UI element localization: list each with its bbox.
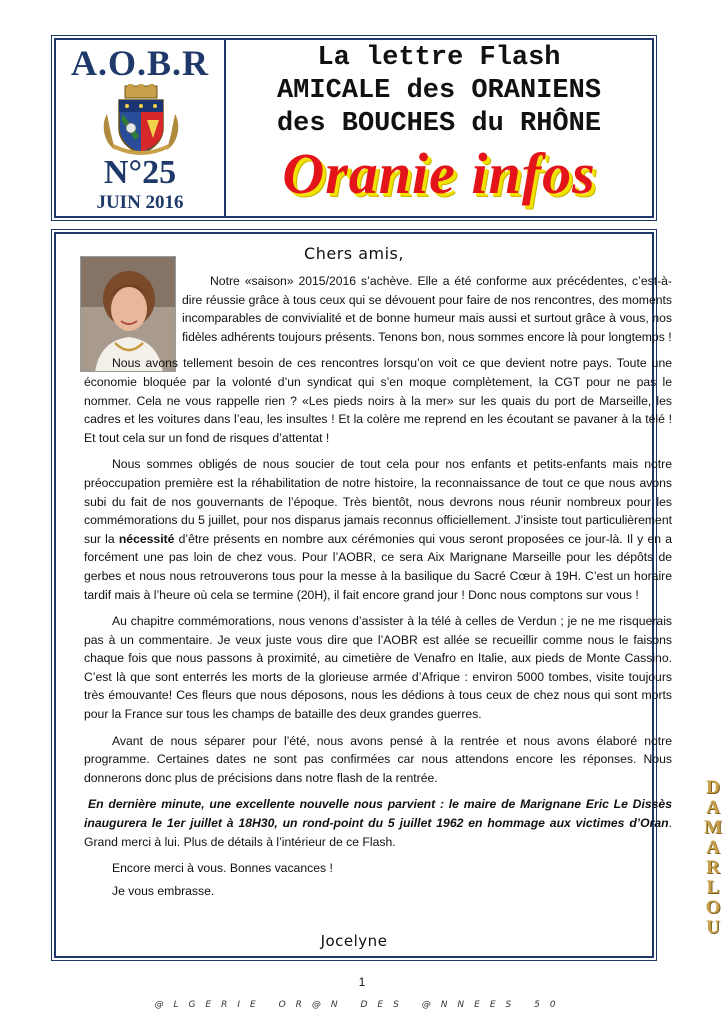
masthead-title-line-1: La lettre Flash <box>317 43 561 73</box>
letter-body <box>84 272 672 908</box>
emphasis-text: nécessité <box>118 531 175 546</box>
masthead-right-panel <box>226 40 652 216</box>
issue-date: JUIN 2016 <box>96 192 184 213</box>
letter-paragraph: Au chapitre commémorations, nous venons d’assister à la télé à celles de Verdun ; je ne me risquerais pas à un commentaire. Je veux juste vous dire que l’AOBR est allée se recueillir comme nous le faisons chaque fois que nous passons à proximité, au cimetière de Venafro en Italie, aux pieds de Monte Cassino. C’est là que sont enterrés les morts de la glorieuse armée d’Afrique : environ 5000 tombes, visite toujours très émouvante! Ces fleurs que nous déposons, nous les dédions à tous ceux de chez nous qui sont morts pour la France sur tous les champs de bataille des deux grandes guerres. <box>84 614 672 722</box>
paragraph-text: d’être présents en nombre aux cérémonies qui vous seront proposées ce jour-là. Il y en a forcément une pas loin de chez vous. Pour l’AOBR, ce sera Aix Marignane Marseille pour les dépôts de gerbes et nous nous retrouverons tous pour la messe à la basilique du Sacré Cœur à 19H. C’est un horaire tardif mais à l’heure où cela se termine (20H), il fait encore grand jour ! Donc nous comptons sur vous ! <box>84 531 673 602</box>
side-watermark-text: DAMARLOU <box>704 777 722 938</box>
letter-signature: Jocelyne <box>320 932 388 950</box>
masthead-left-panel <box>56 40 226 216</box>
masthead <box>54 38 654 218</box>
masthead-title-line-3: des BOUCHES du RHÔNE <box>276 109 602 139</box>
paragraph-text: . Grand merci à lui. Plus de détails à l’intérieur de ce Flash. <box>84 816 672 849</box>
letter-paragraph <box>84 455 672 604</box>
letter-paragraph: Notre «saison» 2015/2016 s’achève. Elle a été conforme aux précédentes, c’est-à-dire réussie grâce à tous ceux qui se dévouent pour faire de nos rencontres, des moments incomparables de convivialité et de bonne humeur mais aussi et surtout grâce à vous, nos fidèles adhérents toujours présents. Tenons bon, nous sommes encore là pour longtemps ! <box>182 274 672 344</box>
page-footer: @LGERIE OR@N DES @NNEES 50 <box>154 1000 566 1010</box>
publication-name: Oranie infos <box>282 141 596 206</box>
page-number: 1 <box>358 975 366 989</box>
org-acronym: A.O.B.R <box>70 43 209 83</box>
paragraph-text: Nous sommes obligés de nous soucier de tout cela pour nos enfants et petits-enfants mais notre préoccupation première est la réhabilitation de notre histoire, la reconnaissance de tout ce que nous avons subi du fait de nos gouvernants de l’époque. Très bientôt, nous devrons nous réunir nombreux pour les commémorations du 5 juillet, pour nos disparus jamais reconnus officiellement. J’insiste tout particulièrement sur la <box>84 457 672 546</box>
news-emphasis-text: En dernière minute, une excellente nouvelle nous parvient : le maire de Marignane Eric Le Dissès inaugurera le 1er juillet à 18H30, un rond-point du 5 juillet 1962 en hommage aux victimes d’Oran <box>84 797 672 831</box>
letter-paragraph: Je vous embrasse. <box>112 883 215 898</box>
letter-paragraph: Avant de nous séparer pour l’été, nous avons pensé à la rentrée et nous avons élaboré notre programme. Certaines dates ne sont pas confirmées car nous attendons encore les réponses. Nous donnerons donc plus de précisions dans notre flash de la rentrée. <box>84 733 672 785</box>
editorial-letter <box>54 232 673 958</box>
news-paragraph <box>84 795 672 851</box>
masthead-title-line-2: AMICALE des ORANIENS <box>276 76 602 106</box>
letter-paragraph: Encore merci à vous. Bonnes vacances ! <box>112 861 333 876</box>
coat-of-arms-icon <box>101 84 181 158</box>
issue-number: N°25 <box>103 154 177 191</box>
letter-paragraph: Nous avons tellement besoin de ces rencontres lorsqu’on voit ce que devient notre pays. Toute une économie bloquée par la volonté d’un syndicat qui s’en moque complètement, la CGT pour ne pas le nommer. Cela ne vous rappelle rien ? «Les pieds noirs à la mer» sur les quais du port de Marseille, les cadres et les voitures dans l’eau, les insultes ! Et la colère me reprend en les écoutant se pavaner à la télé ! Et tout cela sur un fond de risques d’attentat ! <box>84 356 672 445</box>
letter-greeting: Chers amis, <box>304 244 404 263</box>
